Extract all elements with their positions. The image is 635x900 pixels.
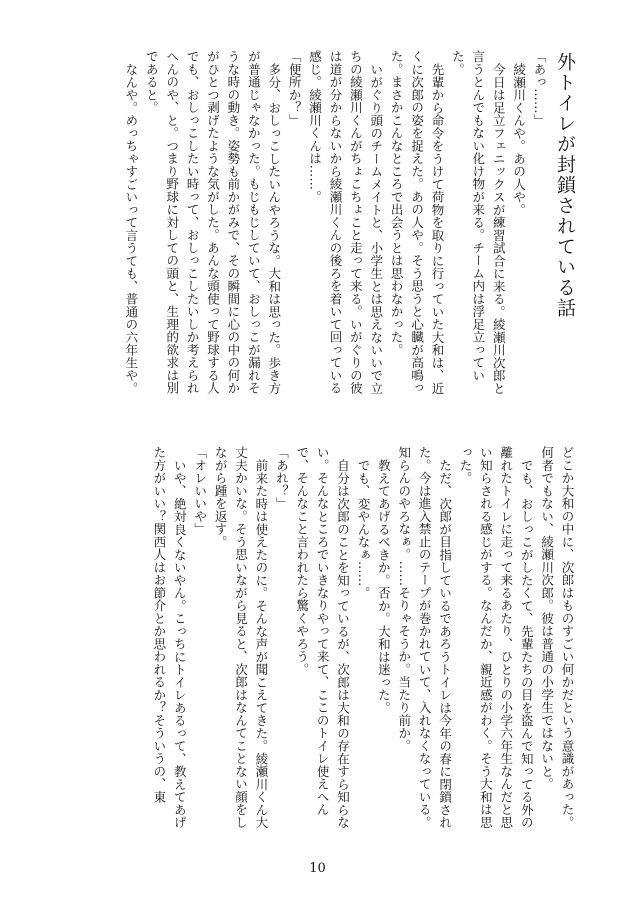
paragraph: 「あっ……」 [532, 50, 547, 127]
paragraph: 今日は足立フェニックスが練習試合に来る。綾瀬川次郎と言うとんでもない化け物が来る。チーム内は浮足立っていた。 [450, 50, 507, 394]
paragraph: なんや。めっちゃすごいって言うても、普通の六年生や。 [123, 62, 139, 394]
paragraph: 前来た時は使えたのに。そんな声が聞こえてきた。綾瀬川くん大丈夫かいな。そう思いながら見ると、次郎はなんてことない顔をしながら踵を返す。 [213, 446, 269, 829]
paragraph: ただ、次郎が目指しているであろうトイレは今年の春に閉鎖された。今は進入禁止のテープが巻かれていて、入れなくなっている。知らんのやろなぁ。……そりゃそうか。当たり前か。 [396, 446, 453, 829]
paragraph: いや、絶対良くないやん。こっちにトイレあるって、教えてあげた方がいい？関西人はお節介とか思われるか？そういうの、東 [151, 446, 188, 829]
paragraph: でも、変やんなぁ……。 [355, 458, 371, 599]
paragraph: いがぐり頭のチームメイトと、小学生とは思えないいで立ちの綾瀬川くんがちょこちょこと走って来る。いがぐりの彼は道が分からないから綾瀬川くんの後ろを着いて回っている感じ。綾瀬川くんは……。 [307, 50, 384, 395]
paragraph: でも、おしっこがしたくて、先輩たちの目を盗んで知ってる外の離れたトイレに走って来るあたり、ひとりの小学六年生なんだと思い知らされる感じがする。なんだか、親近感がわく。そう大和は思った。 [457, 446, 535, 829]
page-number: 10 [309, 861, 326, 876]
story-title: 外トイレが封鎖されている話 [554, 52, 576, 319]
lower-text-block [57, 446, 577, 836]
paragraph: 綾瀬川くんや。あの人や。 [511, 62, 527, 216]
paragraph: 「オレいいや」 [192, 446, 208, 536]
paragraph: どこか大和の中に、次郎はものすごい何かだという意識があった。何者でもない、綾瀬川次郎。彼は普通の小学生ではないと。 [539, 446, 575, 829]
upper-text-block [57, 50, 577, 402]
paragraph: 教えてあげるべきか。否か。大和は迷った。 [376, 458, 392, 714]
paragraph: 「あれ？」 [274, 446, 290, 510]
paragraph: 多分、おしっこしたいんやろうな。大和は思った。歩き方が普通じゃなかった。もじもじしていて、おしっこが漏れそうな時の動き。姿勢も前かがみで、その瞬間に心の中の何かがひとつ剥げたような気がした。あんな頭使って野球する人でも、おしっこしたい時って、おしっこしたいしか考えられへんのや、と。つまり野球に対しての頭と、生理的欲求は別であると。 [144, 50, 282, 395]
paragraph: 自分は次郎のことを知っているが、次郎は大和の存在すら知らない。そんなところでいきなりやって来て、ここのトイレ使えへんで、そんなこと言われたら驚くやろう。 [294, 446, 351, 829]
paragraph: 「便所か？」 [287, 50, 303, 127]
paragraph: 先輩から命令をうけて荷物を取りに行っていた大和は、近くに次郎の姿を捉えた。あの人や。そう思うと心臓が高鳴った。まさかこんなところで出会うとは思わなかった。 [389, 50, 445, 395]
